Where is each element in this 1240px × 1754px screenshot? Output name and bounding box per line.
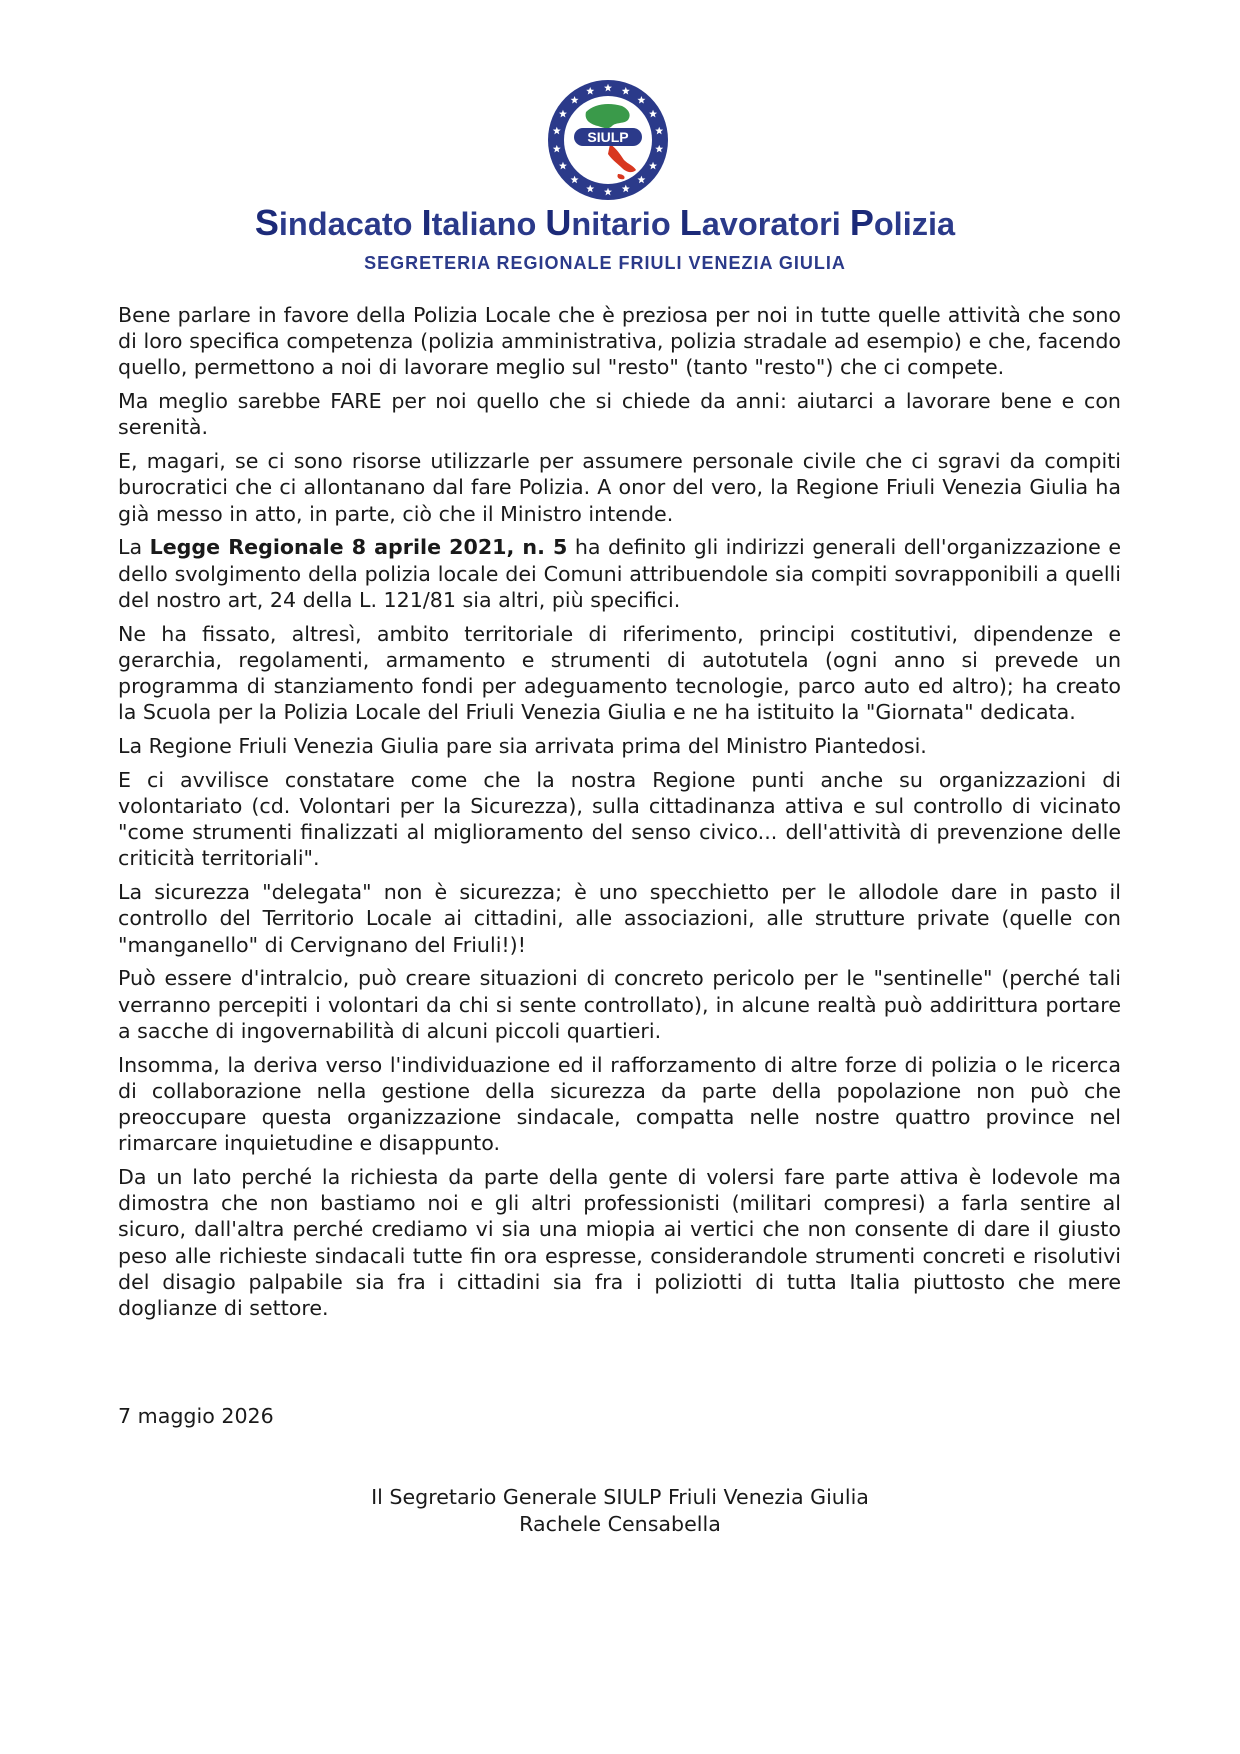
logo-text: SIULP: [587, 129, 629, 145]
paragraph-text: La: [118, 535, 150, 560]
paragraph: Ne ha fissato, altresì, ambito territoriale di riferimento, principi costitutivi, dipendenze e gerarchia, regolamenti, armamento e strumenti di autotutela (ogni anno si prevede un programma di stanziamento fondi per adeguamento tecnologie, parco auto ed altro); ha creato la Scuola per la Polizia Locale del Friuli Venezia Giulia e ne ha istituito la "Giornata" dedicata.: [118, 621, 1121, 725]
siulp-logo: [546, 78, 670, 202]
paragraph: Insomma, la deriva verso l'individuazione ed il rafforzamento di altre forze di polizia o le ricerca di collaborazione nella gestione della sicurezza da parte della popolazione non può che preoccupare questa organizzazione sindacale, compatta nelle nostre quattro province nel rimarcare inquietudine e disappunto.: [118, 1052, 1121, 1156]
letterhead: [0, 0, 1240, 290]
org-name-initial: L: [679, 202, 702, 243]
paragraph: Bene parlare in favore della Polizia Locale che è preziosa per noi in tutte quelle attività che sono di loro specifica competenza (polizia amministrativa, polizia stradale ad esempio) e che, facendo quello, permettono a noi di lavorare meglio sul "resto" (tanto "resto") che ci compete.: [118, 303, 1121, 380]
org-name-initial: U: [545, 202, 572, 243]
letter-body: [118, 302, 1121, 1329]
org-name-initial: I: [421, 202, 432, 243]
document-date: 7 maggio 2026: [118, 1404, 274, 1428]
paragraph: E, magari, se ci sono risorse utilizzarle per assumere personale civile che ci sgravi da compiti burocratici che ci allontanano dal fare Polizia. A onor del vero, la Regione Friuli Venezia Giulia ha già messo in atto, in parte, ciò che il Ministro intende.: [118, 449, 1121, 526]
paragraph: Ma meglio sarebbe FARE per noi quello che si chiede da anni: aiutarci a lavorare bene e con serenità.: [118, 389, 1121, 440]
paragraph-text: ha definito gli indirizzi generali dell'organizzazione e dello svolgimento della polizia locale dei Comuni attribuendole sia compiti sovrapponibili a quelli del nostro art, 24 della L. 121/81 sia altri, più specifici.: [118, 535, 1122, 612]
law-reference: Legge Regionale 8 aprile 2021, n. 5: [149, 535, 568, 560]
org-name-word: nitario: [571, 206, 671, 242]
paragraph: Da un lato perché la richiesta da parte della gente di volersi fare parte attiva è lodevole ma dimostra che non bastiamo noi e gli altri professionisti (militari compresi) a farla sentire al sicuro, dall'altra perché crediamo vi sia una miopia ai vertici che non consente di dare il giusto peso alle richieste sindacali tutte fin ora espresse, considerandole strumenti concreti e risolutivi del disagio palpabile sia fra i cittadini sia fra i poliziotti di tutta Italia piuttosto che mere doglianze di settore.: [118, 1165, 1121, 1321]
org-name-initial: P: [849, 202, 874, 243]
org-name-word: indacato: [278, 206, 413, 242]
paragraph: [118, 534, 1121, 613]
paragraph: La Regione Friuli Venezia Giulia pare sia arrivata prima del Ministro Piantedosi.: [118, 734, 927, 759]
signature-block: [0, 1484, 1240, 1538]
org-name-initial: S: [254, 202, 279, 243]
signatory-role: Il Segretario Generale SIULP Friuli Venezia Giulia: [371, 1485, 869, 1509]
secretariat-subtitle: SEGRETERIA REGIONALE FRIULI VENEZIA GIULIA: [364, 253, 846, 273]
paragraph: La sicurezza "delegata" non è sicurezza; è uno specchietto per le allodole dare in pasto il controllo del Territorio Locale ai cittadini, alle associazioni, alle strutture private (quelle con "manganello" di Cervignano del Friuli!)!: [118, 880, 1121, 957]
paragraph: E ci avvilisce constatare come che la nostra Regione punti anche su organizzazioni di volontariato (cd. Volontari per la Sicurezza), sulla cittadinanza attiva e sul controllo di vicinato "come strumenti finalizzati al miglioramento del senso civico... dell'attività di prevenzione delle criticità territoriali".: [118, 767, 1121, 871]
org-name-word: taliano: [431, 206, 537, 242]
paragraph: Può essere d'intralcio, può creare situazioni di concreto pericolo per le "sentinelle" (perché tali verranno percepiti i volontari da chi si sente controllato), in alcune realtà può addirittura portare a sacche di ingovernabilità di alcuni piccoli quartieri.: [118, 966, 1121, 1043]
signatory-name: Rachele Censabella: [519, 1512, 721, 1536]
org-name-word: avoratori: [701, 206, 841, 242]
organization-name: [0, 203, 1210, 244]
org-name-word: olizia: [873, 206, 956, 242]
